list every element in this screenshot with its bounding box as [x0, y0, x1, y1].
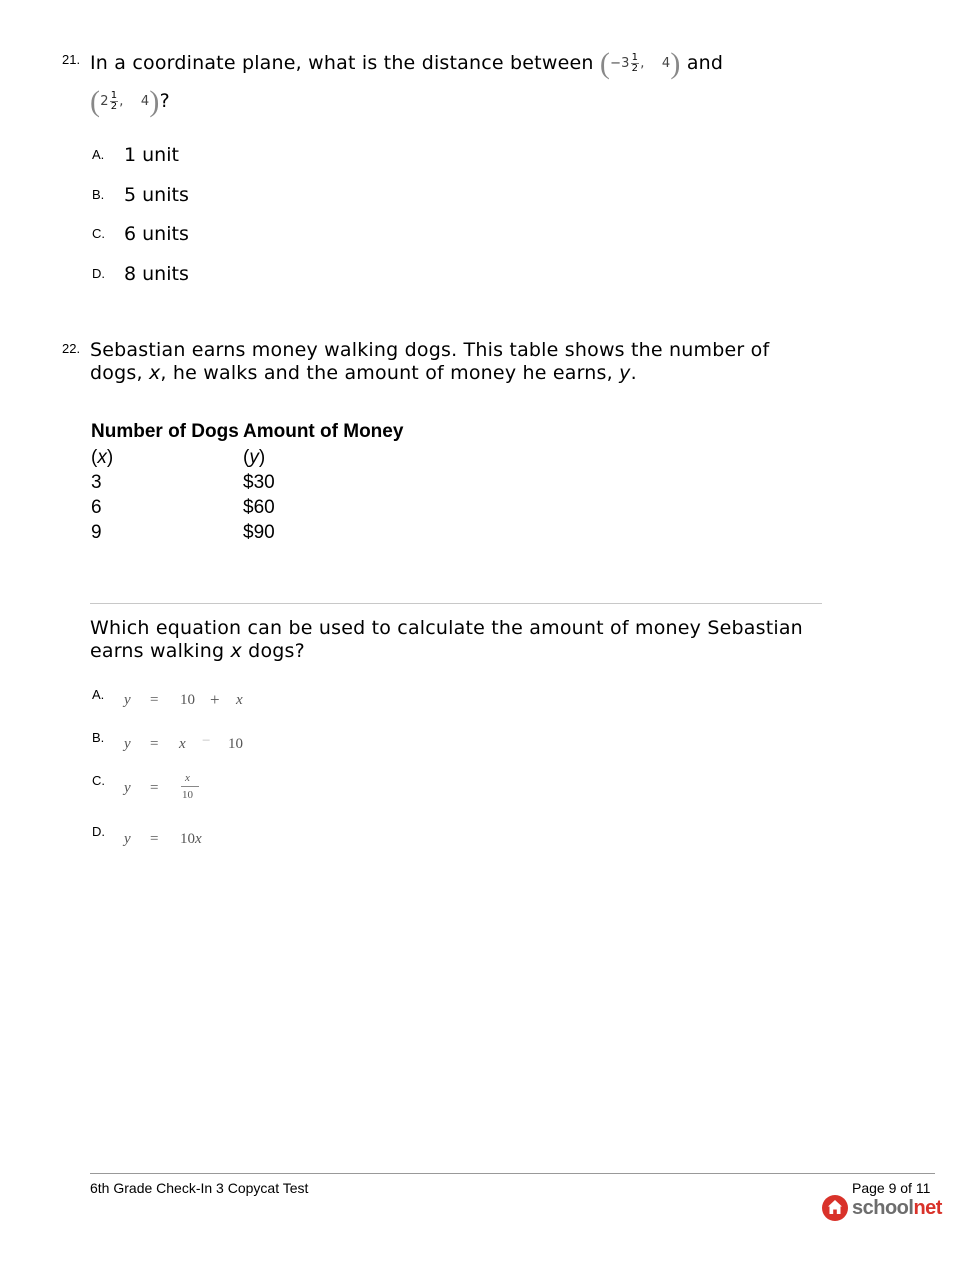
- house-icon: [821, 1194, 849, 1222]
- table-row: [91, 497, 403, 522]
- question-21-and: and: [686, 52, 724, 74]
- q22-choice-c-letter: C.: [92, 773, 105, 788]
- q21-choice-c[interactable]: 6 units: [124, 223, 189, 245]
- table-subheader-y: (y): [243, 447, 266, 468]
- footer-rule: [90, 1173, 935, 1174]
- section-divider: [90, 603, 822, 604]
- question-22-stem: Sebastian earns money walking dogs. This table shows the number of dogs, x, he walks and the amount of money he earns, y.: [90, 339, 770, 384]
- footer-page-number: Page 9 of 11: [852, 1180, 931, 1196]
- table-cell-dogs: 9: [91, 522, 102, 543]
- q22-choice-b[interactable]: y = x − 10: [124, 733, 243, 752]
- logo-text-school: school: [852, 1196, 914, 1219]
- question-22-prompt: Which equation can be used to calculate the amount of money Sebastian earns walking x dogs?: [90, 617, 803, 662]
- question-21-stem-line2: [90, 85, 170, 118]
- table-cell-dogs: 6: [91, 497, 102, 518]
- table-header-money: Amount of Money: [243, 421, 404, 442]
- q21-choice-d-letter: D.: [92, 266, 105, 281]
- table-subheader-row: [91, 447, 403, 472]
- q21-choice-d[interactable]: 8 units: [124, 263, 189, 285]
- question-22-number: 22.: [62, 341, 81, 356]
- point-b-expression: (2 $\frac{1}{2}$ , 4): [90, 85, 160, 118]
- table-cell-money: $60: [243, 497, 275, 518]
- dogs-money-table: [91, 421, 403, 547]
- footer-test-title: 6th Grade Check-In 3 Copycat Test: [90, 1180, 309, 1196]
- q21-choice-a[interactable]: 1 unit: [124, 144, 179, 166]
- question-21-number: 21.: [62, 52, 81, 67]
- point-a-expression: (−3 $\frac{1}{2}$ , 4): [599, 47, 681, 80]
- q22-choice-a-letter: A.: [92, 687, 105, 702]
- table-row: [91, 472, 403, 497]
- table-cell-dogs: 3: [91, 472, 102, 493]
- table-header-dogs: Number of Dogs: [91, 421, 239, 442]
- question-21-end-mark: ?: [159, 90, 170, 112]
- logo-text-net: net: [913, 1196, 942, 1219]
- q22-choice-d[interactable]: y = 10 x: [124, 831, 202, 847]
- table-cell-money: $90: [243, 522, 275, 543]
- q22-choice-b-letter: B.: [92, 730, 105, 745]
- table-subheader-x: (x): [91, 447, 114, 468]
- q21-choice-b[interactable]: 5 units: [124, 184, 189, 206]
- q22-choice-c[interactable]: y = x 10: [124, 772, 264, 806]
- q22-choice-d-letter: D.: [92, 824, 105, 839]
- table-header-row: [91, 421, 403, 447]
- q21-choice-c-letter: C.: [92, 226, 105, 241]
- q21-choice-a-letter: A.: [92, 147, 105, 162]
- schoolnet-logo: [821, 1194, 942, 1222]
- q22-choice-a[interactable]: y = 10 + x: [124, 690, 243, 709]
- question-21-stem: [90, 47, 790, 80]
- table-cell-money: $30: [243, 472, 275, 493]
- table-row: [91, 522, 403, 547]
- q21-choice-b-letter: B.: [92, 187, 105, 202]
- question-21-stem-text: In a coordinate plane, what is the distance between: [90, 52, 594, 74]
